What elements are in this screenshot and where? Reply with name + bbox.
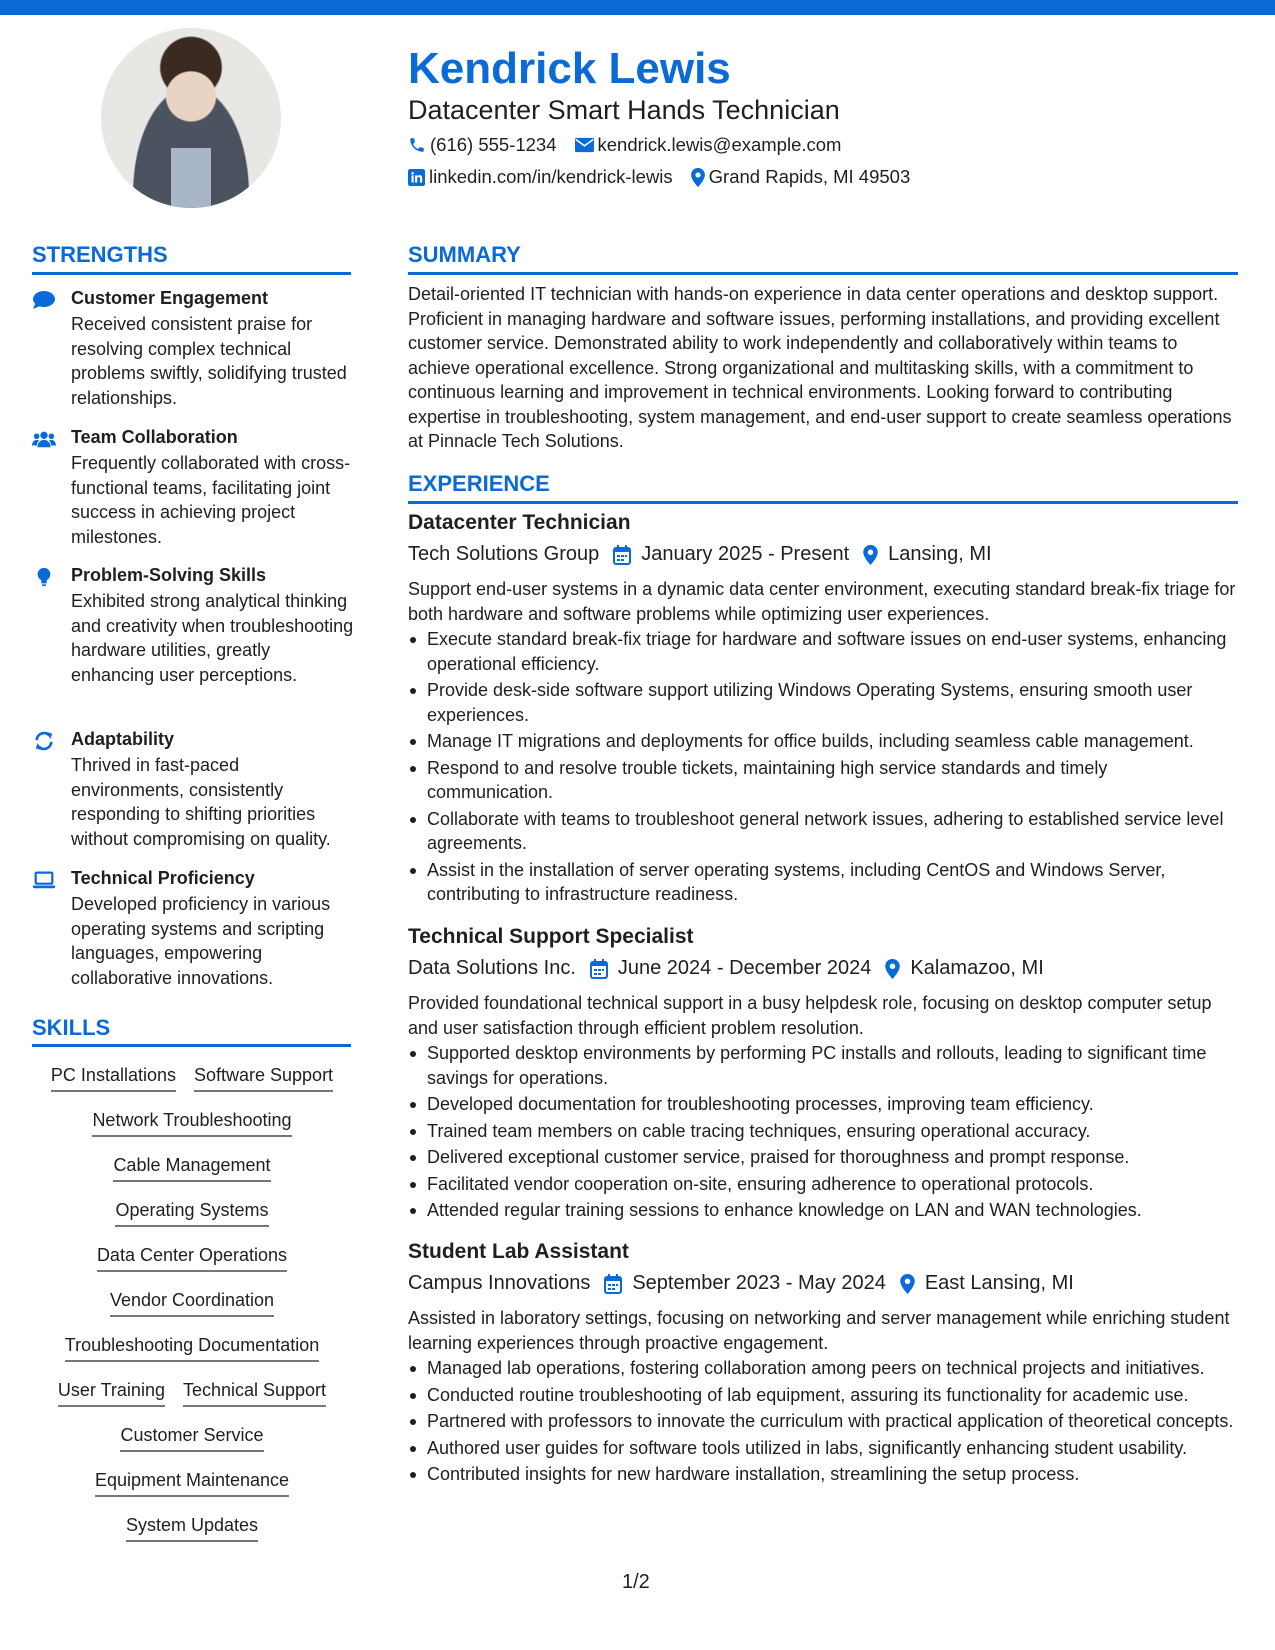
bullet-item: Respond to and resolve trouble tickets, maintaining high service standards and timely communication. [408,756,1238,805]
profile-photo [101,28,281,208]
top-accent-bar [0,0,1275,15]
users-icon [32,429,56,449]
strengths-heading: STRENGTHS [32,242,168,267]
strength-title: Customer Engagement [71,288,269,308]
job-location: East Lansing, MI [924,1272,1074,1294]
skill-tag: System Updates [126,1515,258,1542]
bullet-item: Contributed insights for new hardware installation, streamlining the setup process. [408,1462,1238,1487]
bullet-item: Conducted routine troubleshooting of lab equipment, assuring its functionality for academic use. [408,1383,1238,1408]
strength-desc: Developed proficiency in various operating systems and scripting languages, empowering collaborative innovations. [71,894,331,988]
skill-tag: Equipment Maintenance [95,1470,289,1497]
bullet-item: Supported desktop environments by performing PC installs and rollouts, leading to significant time savings for operations. [408,1041,1238,1090]
summary-heading: SUMMARY [408,242,521,267]
job-meta [408,543,992,566]
candidate-title: Datacenter Smart Hands Technician [408,95,840,125]
location-text: Grand Rapids, MI 49503 [708,166,911,187]
skill-tag: PC Installations [51,1065,176,1092]
bullet-item: Authored user guides for software tools utilized in labs, significantly enhancing student usability. [408,1436,1238,1461]
job-location: Kalamazoo, MI [910,957,1044,979]
skill-tag: Customer Service [120,1425,263,1452]
skill-row [32,1515,352,1542]
job-title: Datacenter Technician [408,511,631,534]
map-pin-icon [691,168,705,187]
linkedin-text: linkedin.com/in/kendrick-lewis [429,166,673,187]
strengths-rule [32,272,351,275]
map-pin-icon [863,545,878,565]
job-description: Provided foundational technical support in a busy helpdesk role, focusing on desktop computer setup and user satisfaction through efficient problem resolution. [408,993,1212,1038]
skill-row [32,1110,352,1137]
skill-row [32,1290,352,1317]
job-description: Support end-user systems in a dynamic data center environment, executing standard break-fix triage for both hardware and software problems while optimizing user experiences. [408,579,1236,624]
skill-tag: Cable Management [113,1155,270,1182]
job-company: Campus Innovations [408,1272,591,1294]
lightbulb-icon [32,567,56,587]
laptop-icon [32,870,56,890]
phone-contact[interactable] [408,134,557,156]
strength-desc: Frequently collaborated with cross-functional teams, facilitating joint success in achieving project milestones. [71,453,351,547]
strength-desc: Thrived in fast-paced environments, consistently responding to shifting priorities without compromising on quality. [71,755,331,849]
skill-tag: Software Support [194,1065,333,1092]
envelope-icon [575,137,594,153]
job-company: Tech Solutions Group [408,543,600,565]
strength-desc: Exhibited strong analytical thinking and creativity when troubleshooting hardware utilities, greatly enhancing user perceptions. [71,591,354,685]
calendar-icon [590,959,608,979]
skill-row [32,1425,352,1452]
skill-row [32,1335,352,1362]
skill-row [32,1065,352,1092]
experience-heading: EXPERIENCE [408,471,550,496]
map-pin-icon [885,959,900,979]
job-meta [408,1272,1074,1295]
job-company: Data Solutions Inc. [408,957,576,979]
skills-rule [32,1044,351,1047]
skill-tag: Troubleshooting Documentation [65,1335,320,1362]
job-description: Assisted in laboratory settings, focusing on networking and server management while enriching student learning experiences through proactive engagement. [408,1308,1230,1353]
strength-title: Technical Proficiency [71,868,255,888]
bullet-item: Attended regular training sessions to enhance knowledge on LAN and WAN technologies. [408,1198,1238,1223]
comment-icon [32,290,56,310]
job-meta [408,957,1044,980]
skill-row [32,1245,352,1272]
phone-text: (616) 555-1234 [430,134,557,155]
bullet-item: Managed lab operations, fostering collaboration among peers on technical projects and initiatives. [408,1356,1238,1381]
skill-tag: Network Troubleshooting [92,1110,291,1137]
skill-tag: User Training [58,1380,165,1407]
bullet-item: Assist in the installation of server operating systems, including CentOS and Windows Server, contributing to infrastructure readiness. [408,858,1238,907]
job-title: Student Lab Assistant [408,1240,629,1263]
job-title: Technical Support Specialist [408,925,694,948]
strength-title: Team Collaboration [71,427,238,447]
candidate-name: Kendrick Lewis [408,44,731,93]
job-location: Lansing, MI [888,543,992,565]
skill-tag: Data Center Operations [97,1245,287,1272]
bullet-item: Provide desk-side software support utilizing Windows Operating Systems, ensuring smooth user experiences. [408,678,1238,727]
bullet-item: Trained team members on cable tracing techniques, ensuring operational accuracy. [408,1119,1238,1144]
job-bullets [408,1356,1238,1489]
bullet-item: Developed documentation for troubleshooting processes, improving team efficiency. [408,1092,1238,1117]
strength-title: Problem-Solving Skills [71,565,267,585]
email-text: kendrick.lewis@example.com [597,134,842,155]
contact-row-2 [408,166,928,188]
summary-text: Detail-oriented IT technician with hands-on experience in data center operations and desktop support. Proficient in managing hardware and software issues, performing installations, and providing excellent customer service. Demonstrated ability to work independently and collaboratively within teams to achieve operational excellence. Strong organizational and multitasking skills, with a commitment to continuous learning and improvement in technical environments. Looking forward to contributing expertise in troubleshooting, system management, and end-user support to create seamless operations at Pinnacle Tech Solutions. [408,284,1232,451]
location-contact [691,166,911,188]
skill-row [32,1155,352,1182]
job-bullets [408,1041,1238,1225]
bullet-item: Execute standard break-fix triage for hardware and software issues on end-user systems, enhancing operational efficiency. [408,627,1238,676]
skill-row [32,1200,352,1227]
email-contact[interactable] [575,134,842,156]
skills-heading: SKILLS [32,1015,111,1040]
skill-tag: Operating Systems [115,1200,268,1227]
bullet-item: Collaborate with teams to troubleshoot general network issues, adhering to established service level agreements. [408,807,1238,856]
skill-tag: Vendor Coordination [110,1290,274,1317]
experience-rule [408,501,1238,504]
calendar-icon [613,545,631,565]
map-pin-icon [900,1274,915,1294]
summary-rule [408,272,1238,275]
strength-title: Adaptability [71,729,175,749]
calendar-icon [604,1274,622,1294]
linkedin-icon [408,169,425,186]
contact-row-1 [408,134,859,156]
job-dates: September 2023 - May 2024 [632,1272,886,1294]
job-dates: June 2024 - December 2024 [617,957,872,979]
bullet-item: Manage IT migrations and deployments for office builds, including seamless cable management. [408,729,1238,754]
page-number: 1/2 [622,1571,650,1593]
skill-tag: Technical Support [183,1380,326,1407]
bullet-item: Partnered with professors to innovate the curriculum with practical application of theoretical concepts. [408,1409,1238,1434]
job-bullets [408,627,1238,909]
linkedin-contact[interactable] [408,166,673,188]
strength-desc: Received consistent praise for resolving complex technical problems swiftly, solidifying trusted relationships. [71,314,347,408]
phone-icon [408,136,426,154]
bullet-item: Delivered exceptional customer service, praised for thoroughness and prompt response. [408,1145,1238,1170]
skill-row [32,1380,352,1407]
bullet-item: Facilitated vendor cooperation on-site, ensuring adherence to operational protocols. [408,1172,1238,1197]
skill-row [32,1470,352,1497]
job-dates: January 2025 - Present [641,543,850,565]
refresh-icon [32,731,56,751]
